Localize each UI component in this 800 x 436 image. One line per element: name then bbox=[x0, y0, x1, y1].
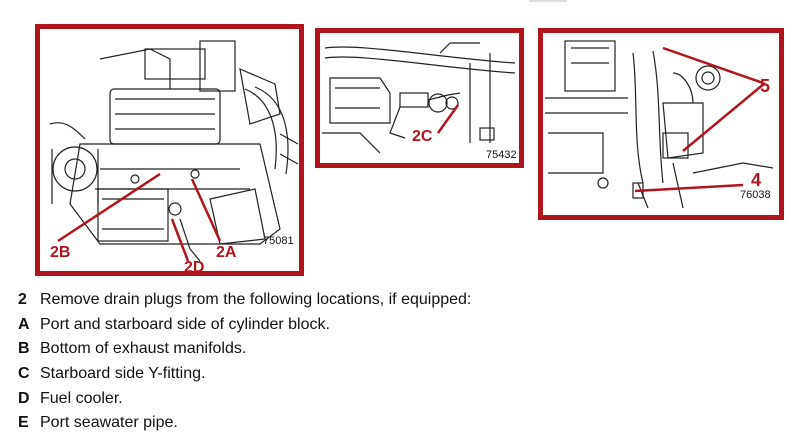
list-item bbox=[18, 362, 778, 387]
item-key: E bbox=[18, 414, 29, 432]
figure-number: 75432 bbox=[486, 149, 517, 161]
callout-4: 4 bbox=[751, 170, 762, 190]
figure-number: 76038 bbox=[740, 189, 771, 201]
item-text: Starboard side Y-fitting. bbox=[40, 365, 206, 383]
callout-5: 5 bbox=[760, 76, 771, 96]
figure-number: 75081 bbox=[263, 235, 294, 247]
callout-2c: 2C bbox=[412, 128, 433, 145]
callout-2d: 2D bbox=[184, 259, 205, 276]
y-fitting-figure bbox=[315, 28, 524, 168]
list-item bbox=[18, 411, 778, 436]
item-text: Bottom of exhaust manifolds. bbox=[40, 340, 247, 358]
list-item bbox=[18, 387, 778, 412]
engine-overview-drawing bbox=[40, 29, 299, 271]
list-item bbox=[18, 313, 778, 338]
step-text: Remove drain plugs from the following locations, if equipped: bbox=[40, 291, 472, 308]
item-text: Fuel cooler. bbox=[40, 389, 123, 407]
seawater-pipe-figure bbox=[538, 28, 784, 220]
item-key: A bbox=[18, 315, 30, 333]
seawater-pipe-drawing bbox=[543, 33, 779, 215]
callout-2b: 2B bbox=[50, 244, 71, 261]
step-heading bbox=[18, 288, 778, 313]
engine-overview-figure bbox=[35, 24, 304, 276]
instruction-list bbox=[18, 288, 778, 436]
item-key: B bbox=[18, 340, 30, 358]
item-key: D bbox=[18, 389, 30, 407]
item-key: C bbox=[18, 365, 30, 383]
item-text: Port and starboard side of cylinder block. bbox=[40, 315, 330, 333]
item-text: Port seawater pipe. bbox=[40, 414, 178, 432]
top-edge-mark bbox=[529, 0, 567, 2]
list-item bbox=[18, 337, 778, 362]
step-number: 2 bbox=[18, 291, 27, 308]
callout-2a: 2A bbox=[216, 244, 237, 261]
